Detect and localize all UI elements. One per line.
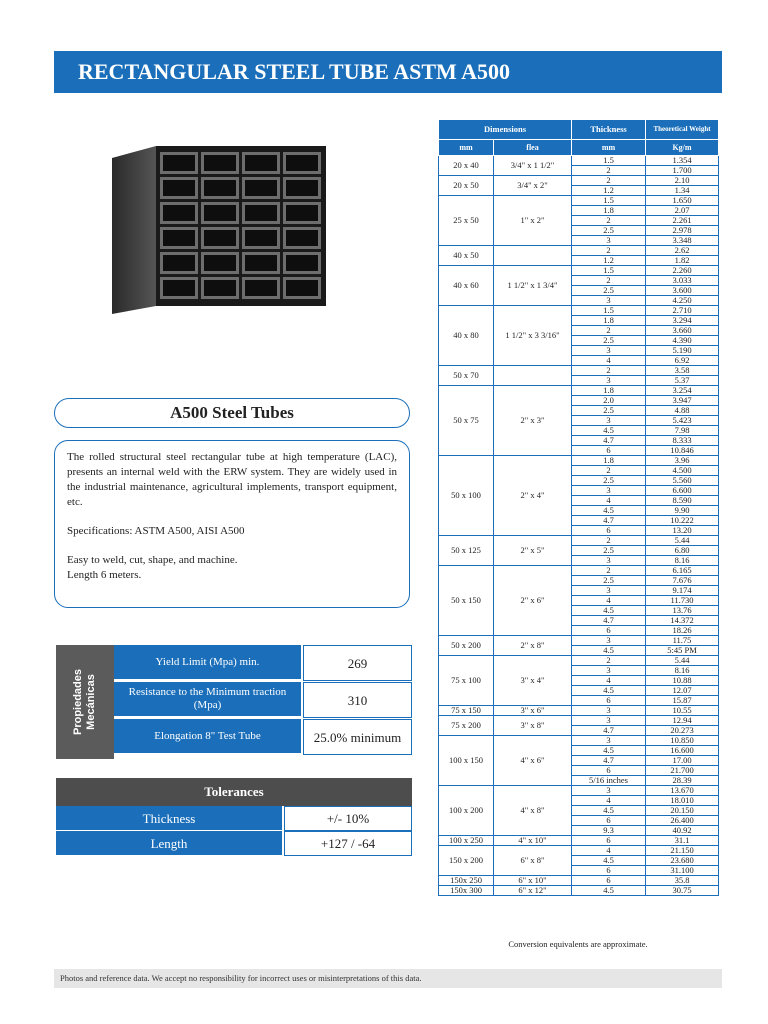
yield-limit-value: 269: [303, 645, 412, 681]
thickness-cell: 1.2: [572, 256, 646, 266]
weight-cell: 2.10: [646, 176, 719, 186]
table-row: [439, 196, 719, 206]
weight-cell: 3.660: [646, 326, 719, 336]
thickness-cell: 3: [572, 236, 646, 246]
weight-cell: 7.98: [646, 426, 719, 436]
tolerance-thickness-value: +/- 10%: [284, 806, 412, 831]
table-row: [439, 176, 719, 186]
table-row: [439, 836, 719, 846]
size-inch-cell: 3" x 4": [494, 656, 572, 706]
weight-cell: 1.354: [646, 156, 719, 166]
size-inch-cell: 3" x 6": [494, 706, 572, 716]
product-title: A500 Steel Tubes: [54, 398, 410, 428]
thickness-cell: 3: [572, 736, 646, 746]
thickness-cell: 4: [572, 356, 646, 366]
thickness-cell: 2.0: [572, 396, 646, 406]
header-thickness: Thickness: [572, 120, 646, 140]
header-kgm: Kg/m: [646, 140, 719, 156]
thickness-cell: 1.5: [572, 266, 646, 276]
size-inch-cell: 4" x 8": [494, 786, 572, 836]
thickness-cell: 6: [572, 836, 646, 846]
thickness-cell: 1.8: [572, 316, 646, 326]
thickness-cell: 6: [572, 626, 646, 636]
size-mm-cell: 150x 300: [439, 886, 494, 896]
weight-cell: 6.80: [646, 546, 719, 556]
weight-cell: 5.37: [646, 376, 719, 386]
table-row: [439, 246, 719, 256]
thickness-cell: 3: [572, 786, 646, 796]
thickness-cell: 4.5: [572, 856, 646, 866]
size-mm-cell: 40 x 50: [439, 246, 494, 266]
size-mm-cell: 50 x 200: [439, 636, 494, 656]
tolerance-thickness-label: Thickness: [56, 806, 282, 831]
table-row: [439, 566, 719, 576]
weight-cell: 13.76: [646, 606, 719, 616]
weight-cell: 1.34: [646, 186, 719, 196]
thickness-cell: 6: [572, 766, 646, 776]
description-box: [54, 440, 410, 608]
weight-cell: 17.00: [646, 756, 719, 766]
weight-cell: 7.676: [646, 576, 719, 586]
thickness-cell: 4.5: [572, 606, 646, 616]
thickness-cell: 1.8: [572, 456, 646, 466]
weight-cell: 15.87: [646, 696, 719, 706]
size-mm-cell: 75 x 100: [439, 656, 494, 706]
thickness-cell: 1.5: [572, 156, 646, 166]
thickness-cell: 2.5: [572, 576, 646, 586]
tolerance-length-label: Length: [56, 831, 282, 856]
weight-cell: 9.90: [646, 506, 719, 516]
thickness-cell: 4.7: [572, 616, 646, 626]
weight-cell: 10.55: [646, 706, 719, 716]
weight-cell: 18.26: [646, 626, 719, 636]
table-row: [439, 386, 719, 396]
tolerances-table: [56, 778, 412, 856]
table-row: [439, 876, 719, 886]
weight-cell: 3.348: [646, 236, 719, 246]
thickness-cell: 6: [572, 446, 646, 456]
size-inch-cell: 1 1/2" x 1 3/4": [494, 266, 572, 306]
weight-cell: 8.16: [646, 666, 719, 676]
size-inch-cell: 2" x 5": [494, 536, 572, 566]
table-row: [439, 846, 719, 856]
table-row: [439, 536, 719, 546]
length-text: Length 6 meters.: [67, 569, 142, 581]
thickness-cell: 2: [572, 166, 646, 176]
weight-cell: 3.033: [646, 276, 719, 286]
thickness-cell: 4.7: [572, 516, 646, 526]
steel-tubes-photo: [112, 146, 326, 314]
thickness-cell: 4.5: [572, 646, 646, 656]
table-row: [439, 156, 719, 166]
weight-cell: 3.947: [646, 396, 719, 406]
page-title: RECTANGULAR STEEL TUBE ASTM A500: [54, 51, 722, 93]
thickness-cell: 2: [572, 466, 646, 476]
weight-cell: 3.96: [646, 456, 719, 466]
header-mm: mm: [439, 140, 494, 156]
size-mm-cell: 100 x 200: [439, 786, 494, 836]
traction-row: [114, 682, 412, 718]
tolerance-thickness-row: [56, 806, 412, 831]
weight-cell: 12.07: [646, 686, 719, 696]
weight-cell: 3.294: [646, 316, 719, 326]
thickness-cell: 5/16 inches: [572, 776, 646, 786]
table-row: [439, 456, 719, 466]
weight-cell: 2.62: [646, 246, 719, 256]
weight-cell: 1.82: [646, 256, 719, 266]
thickness-cell: 3: [572, 296, 646, 306]
thickness-cell: 3: [572, 416, 646, 426]
weight-cell: 2.710: [646, 306, 719, 316]
size-inch-cell: 2" x 8": [494, 636, 572, 656]
thickness-cell: 2.5: [572, 406, 646, 416]
thickness-cell: 2: [572, 536, 646, 546]
feature-text: Easy to weld, cut, shape, and machine.: [67, 554, 238, 566]
tube-hollow: [286, 205, 318, 221]
weight-cell: 9.174: [646, 586, 719, 596]
weight-cell: 13.20: [646, 526, 719, 536]
weight-cell: 16.600: [646, 746, 719, 756]
tolerance-length-row: [56, 831, 412, 856]
weight-cell: 31.1: [646, 836, 719, 846]
size-mm-cell: 25 x 50: [439, 196, 494, 246]
weight-cell: 4.500: [646, 466, 719, 476]
tube-hollow: [204, 180, 236, 196]
yield-limit-label: Yield Limit (Mpa) min.: [114, 645, 301, 681]
table-row: [439, 266, 719, 276]
thickness-cell: 1.8: [572, 206, 646, 216]
thickness-cell: 3: [572, 556, 646, 566]
weight-cell: 6.600: [646, 486, 719, 496]
weight-cell: 20.273: [646, 726, 719, 736]
table-row: [439, 886, 719, 896]
thickness-cell: 3: [572, 586, 646, 596]
specifications-text: Specifications: ASTM A500, AISI A500: [67, 525, 245, 537]
thickness-cell: 2: [572, 566, 646, 576]
thickness-cell: 2: [572, 656, 646, 666]
weight-cell: 10.88: [646, 676, 719, 686]
yield-limit-row: [114, 645, 412, 681]
weight-cell: 18.010: [646, 796, 719, 806]
weight-cell: 3.254: [646, 386, 719, 396]
thickness-cell: 1.5: [572, 196, 646, 206]
thickness-cell: 4.5: [572, 806, 646, 816]
thickness-cell: 2: [572, 326, 646, 336]
tube-hollow: [163, 255, 195, 271]
tube-hollow: [163, 180, 195, 196]
thickness-cell: 1.8: [572, 386, 646, 396]
elongation-label: Elongation 8" Test Tube: [114, 719, 301, 755]
weight-cell: 12.94: [646, 716, 719, 726]
traction-label: Resistance to the Minimum traction (Mpa): [114, 682, 301, 718]
weight-cell: 10.846: [646, 446, 719, 456]
traction-value: 310: [303, 682, 412, 718]
size-inch-cell: 2" x 3": [494, 386, 572, 456]
weight-cell: 5.560: [646, 476, 719, 486]
weight-cell: 6.92: [646, 356, 719, 366]
weight-cell: 30.75: [646, 886, 719, 896]
size-mm-cell: 50 x 75: [439, 386, 494, 456]
weight-cell: 21.700: [646, 766, 719, 776]
thickness-cell: 4.5: [572, 746, 646, 756]
thickness-cell: 3: [572, 636, 646, 646]
weight-cell: 5.190: [646, 346, 719, 356]
thickness-cell: 4.7: [572, 756, 646, 766]
tube-hollow: [286, 155, 318, 171]
size-inch-cell: 3/4" x 2": [494, 176, 572, 196]
thickness-cell: 4.5: [572, 426, 646, 436]
tube-hollow: [204, 205, 236, 221]
weight-cell: 1.700: [646, 166, 719, 176]
size-mm-cell: 50 x 70: [439, 366, 494, 386]
thickness-cell: 3: [572, 716, 646, 726]
tube-hollow: [204, 230, 236, 246]
weight-cell: 5.44: [646, 536, 719, 546]
mechanical-side-label: Propiedades Mecánicas: [56, 645, 114, 759]
weight-cell: 11.730: [646, 596, 719, 606]
table-row: [439, 306, 719, 316]
thickness-cell: 6: [572, 876, 646, 886]
table-row: [439, 736, 719, 746]
size-inch-cell: 4" x 10": [494, 836, 572, 846]
size-inch-cell: 6" x 8": [494, 846, 572, 876]
tolerances-title: Tolerances: [56, 778, 412, 806]
size-mm-cell: 40 x 80: [439, 306, 494, 366]
size-mm-cell: 50 x 125: [439, 536, 494, 566]
thickness-cell: 3: [572, 706, 646, 716]
weight-cell: 10.850: [646, 736, 719, 746]
thickness-cell: 2: [572, 366, 646, 376]
weight-cell: 40.92: [646, 826, 719, 836]
weight-cell: 4.88: [646, 406, 719, 416]
weight-cell: 4.390: [646, 336, 719, 346]
tolerance-length-value: +127 / -64: [284, 831, 412, 856]
weight-cell: 4.250: [646, 296, 719, 306]
size-inch-cell: 1" x 2": [494, 196, 572, 246]
size-mm-cell: 100 x 250: [439, 836, 494, 846]
thickness-cell: 3: [572, 346, 646, 356]
thickness-cell: 3: [572, 376, 646, 386]
tube-hollow: [204, 155, 236, 171]
weight-cell: 31.100: [646, 866, 719, 876]
tube-hollow: [204, 255, 236, 271]
tube-hollow: [286, 230, 318, 246]
thickness-cell: 2.5: [572, 546, 646, 556]
size-inch-cell: [494, 246, 572, 266]
thickness-cell: 4: [572, 496, 646, 506]
weight-cell: 6.165: [646, 566, 719, 576]
tube-hollow: [245, 155, 277, 171]
thickness-cell: 2.5: [572, 286, 646, 296]
tube-hollow: [286, 280, 318, 296]
weight-cell: 21.150: [646, 846, 719, 856]
weight-cell: 2.978: [646, 226, 719, 236]
size-mm-cell: 100 x 150: [439, 736, 494, 786]
size-inch-cell: 3/4" x 1 1/2": [494, 156, 572, 176]
thickness-cell: 6: [572, 866, 646, 876]
size-mm-cell: 20 x 50: [439, 176, 494, 196]
thickness-cell: 2: [572, 216, 646, 226]
weight-cell: 3.58: [646, 366, 719, 376]
size-mm-cell: 50 x 100: [439, 456, 494, 536]
dimensions-table-body: [439, 156, 719, 896]
size-inch-cell: 3" x 8": [494, 716, 572, 736]
weight-cell: 2.07: [646, 206, 719, 216]
table-row: [439, 636, 719, 646]
weight-cell: 20.150: [646, 806, 719, 816]
weight-cell: 3.600: [646, 286, 719, 296]
thickness-cell: 4.7: [572, 436, 646, 446]
header-weight: Theoretical Weight: [646, 120, 719, 140]
weight-cell: 10.222: [646, 516, 719, 526]
table-row: [439, 656, 719, 666]
tube-hollow: [286, 180, 318, 196]
weight-cell: 26.400: [646, 816, 719, 826]
weight-cell: 28.39: [646, 776, 719, 786]
thickness-cell: 4.5: [572, 506, 646, 516]
tube-hollow: [245, 255, 277, 271]
size-inch-cell: 2" x 6": [494, 566, 572, 636]
size-inch-cell: 4" x 6": [494, 736, 572, 786]
header-thickness-mm: mm: [572, 140, 646, 156]
weight-cell: 23.680: [646, 856, 719, 866]
weight-cell: 2.260: [646, 266, 719, 276]
dimensions-table: [438, 119, 719, 896]
tube-hollow: [163, 230, 195, 246]
thickness-cell: 4.5: [572, 686, 646, 696]
thickness-cell: 6: [572, 816, 646, 826]
tube-hollow: [245, 280, 277, 296]
table-row: [439, 716, 719, 726]
thickness-cell: 2: [572, 276, 646, 286]
description-paragraph: The rolled structural steel rectangular tube at high temperature (LAC), presents an internal weld with the ERW system. They are widely used in the industrial maintenance, agricultural implements, transport equipment, etc.: [67, 451, 397, 508]
weight-cell: 2.261: [646, 216, 719, 226]
thickness-cell: 4: [572, 596, 646, 606]
thickness-cell: 9.3: [572, 826, 646, 836]
weight-cell: 5:45 PM: [646, 646, 719, 656]
thickness-cell: 6: [572, 696, 646, 706]
size-mm-cell: 75 x 200: [439, 716, 494, 736]
thickness-cell: 4: [572, 846, 646, 856]
thickness-cell: 1.2: [572, 186, 646, 196]
size-mm-cell: 50 x 150: [439, 566, 494, 636]
thickness-cell: 6: [572, 526, 646, 536]
tube-hollow: [245, 205, 277, 221]
elongation-row: [114, 719, 412, 755]
thickness-cell: 4: [572, 796, 646, 806]
size-inch-cell: 6" x 10": [494, 876, 572, 886]
conversion-note: Conversion equivalents are approximate.: [508, 939, 648, 949]
thickness-cell: 2: [572, 246, 646, 256]
thickness-cell: 2.5: [572, 226, 646, 236]
thickness-cell: 3: [572, 486, 646, 496]
weight-cell: 5.423: [646, 416, 719, 426]
tube-hollow: [204, 280, 236, 296]
size-inch-cell: 2" x 4": [494, 456, 572, 536]
elongation-value: 25.0% minimum: [303, 719, 412, 755]
weight-cell: 8.333: [646, 436, 719, 446]
size-inch-cell: 6" x 12": [494, 886, 572, 896]
weight-cell: 8.16: [646, 556, 719, 566]
thickness-cell: 4.5: [572, 886, 646, 896]
size-mm-cell: 150x 250: [439, 876, 494, 886]
tube-hollow: [163, 280, 195, 296]
weight-cell: 11.75: [646, 636, 719, 646]
size-mm-cell: 40 x 60: [439, 266, 494, 306]
size-mm-cell: 20 x 40: [439, 156, 494, 176]
tube-hollow: [245, 230, 277, 246]
weight-cell: 14.372: [646, 616, 719, 626]
weight-cell: 5.44: [646, 656, 719, 666]
thickness-cell: 3: [572, 666, 646, 676]
mechanical-properties: [56, 645, 412, 759]
size-mm-cell: 150 x 200: [439, 846, 494, 876]
thickness-cell: 2.5: [572, 336, 646, 346]
thickness-cell: 2: [572, 176, 646, 186]
thickness-cell: 4.7: [572, 726, 646, 736]
table-row: [439, 786, 719, 796]
thickness-cell: 4: [572, 676, 646, 686]
weight-cell: 35.8: [646, 876, 719, 886]
thickness-cell: 2.5: [572, 476, 646, 486]
weight-cell: 8.590: [646, 496, 719, 506]
thickness-cell: 1.5: [572, 306, 646, 316]
tube-hollow: [163, 155, 195, 171]
size-inch-cell: 1 1/2" x 3 3/16": [494, 306, 572, 366]
table-row: [439, 366, 719, 376]
weight-cell: 13.670: [646, 786, 719, 796]
tube-hollow: [286, 255, 318, 271]
footer-disclaimer: Photos and reference data. We accept no responsibility for incorrect uses or misinterpretations of this data.: [54, 969, 722, 988]
size-inch-cell: [494, 366, 572, 386]
table-row: [439, 706, 719, 716]
tube-hollow: [245, 180, 277, 196]
weight-cell: 1.650: [646, 196, 719, 206]
size-mm-cell: 75 x 150: [439, 706, 494, 716]
tube-hollow: [163, 205, 195, 221]
header-dimensions: Dimensions: [439, 120, 572, 140]
header-inch: flea: [494, 140, 572, 156]
